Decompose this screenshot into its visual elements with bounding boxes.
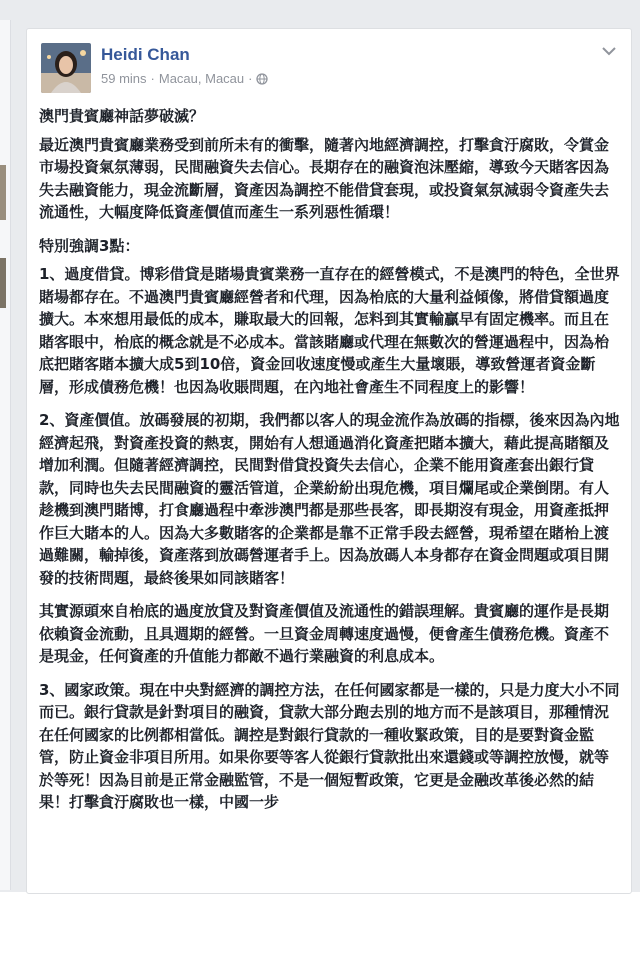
post-time[interactable]: 59 mins xyxy=(101,71,147,86)
side-thumbnail xyxy=(0,258,6,308)
post-location[interactable]: Macau, Macau xyxy=(158,71,245,86)
post-meta xyxy=(101,71,268,86)
post-card xyxy=(26,28,632,894)
post-paragraph: 其實源頭來自枱底的過度放貸及對資產價值及流通性的錯誤理解。貴賓廳的運作是長期依賴資金流動，且具週期的經營。一旦資金周轉速度過慢，便會產生債務危機。資產不是現金，任何資產的升值能力都敵不過行業融資的利息成本。 xyxy=(39,602,610,665)
chevron-down-icon[interactable] xyxy=(601,45,617,57)
post-paragraph: 3、國家政策。現在中央對經濟的調控方法，在任何國家都是一樣的，只是力度大小不同而已。銀行貸款是針對項目的融資，貸款大部分跑去別的地方而不是該項目，那種情況在任何國家的比例都相當低。調控是對銀行貸款的一種收緊政策，目的是要對資金監管，防止資金非項目所用。如果你要等客人從銀行貸款批出來還錢或等調控放慢，就等於等死！因為目前是正常金融監管，不是一個短暫政策，它更是金融改革後必然的結果！打擊貪汙腐敗也一樣，中國一步 xyxy=(39,680,620,811)
post-paragraph: 特別強調3點： xyxy=(39,236,140,255)
profile-photo xyxy=(41,43,91,93)
left-column-edge xyxy=(0,20,11,890)
post-paragraph: 1、過度借貸。博彩借貸是賭場貴賓業務一直存在的經營模式，不是澳門的特色，全世界賭場都存在。不過澳門貴賓廳經營者和代理，因為枱底的大量利益傾像，將借貸額過度擴大。本來想用最低的成本，賺取最大的回報，怎料到其實輸贏早有固定機率。而且在賭客眼中，枱底的概念就是不必成本。當該賭廳或代理在無數次的營運過程中，因為枱底把賭客賭本擴大成5到10倍，資金回收速度慢或產生大量壞賬，導致營運者資金斷層，形成債務危機！也因為收賬問題，在內地社會產生不同程度上的影響！ xyxy=(39,265,620,396)
globe-icon[interactable] xyxy=(256,73,268,85)
post-body xyxy=(39,105,621,825)
author-name[interactable]: Heidi Chan xyxy=(101,45,190,64)
post-paragraph: 最近澳門貴賓廳業務受到前所未有的衝擊，隨著內地經濟調控，打擊貪汙腐敗，令賞金市場投資氣氛薄弱，民間融資失去信心。長期存在的融資泡沫壓縮，導致今天賭客因為失去融資能力，現金流斷層，資產因為調控不能借貸套現，或投資氣氛減弱令資產失去流通性，大幅度降低資產價值而產生一系列惡性循環！ xyxy=(39,135,610,221)
side-thumbnail xyxy=(0,165,6,220)
avatar[interactable] xyxy=(41,43,91,93)
post-paragraph: 2、資產價值。放碼發展的初期，我們都以客人的現金流作為放碼的指標，後來因為內地經濟起飛，對資產投資的熱衷，開始有人想通過消化資產把賭本擴大，藉此提高賭額及增加利潤。但隨著經濟調控，民間對借貸投資失去信心，企業不能用資產套出銀行貸款，同時也失去民間融資的靈活管道，企業紛紛出現危機，項目爛尾或企業倒閉。有人趁機到澳門賭博，打食廳過程中牽涉澳門都是那些長客，即長期沒有現金，用資產抵押作巨大賭本的人。因為大多數賭客的企業都是靠不正常手段去經營，現希望在賭枱上渡過難關，輸掉後，資產落到放碼營運者手上。因為放碼人本身都存在資金問題或項目開發的技術問題，最終後果如同該賭客！ xyxy=(39,411,620,587)
meta-separator: · xyxy=(248,71,253,86)
post-paragraph: 澳門貴賓廳神話夢破滅？ xyxy=(39,107,205,125)
meta-separator: · xyxy=(150,71,155,86)
